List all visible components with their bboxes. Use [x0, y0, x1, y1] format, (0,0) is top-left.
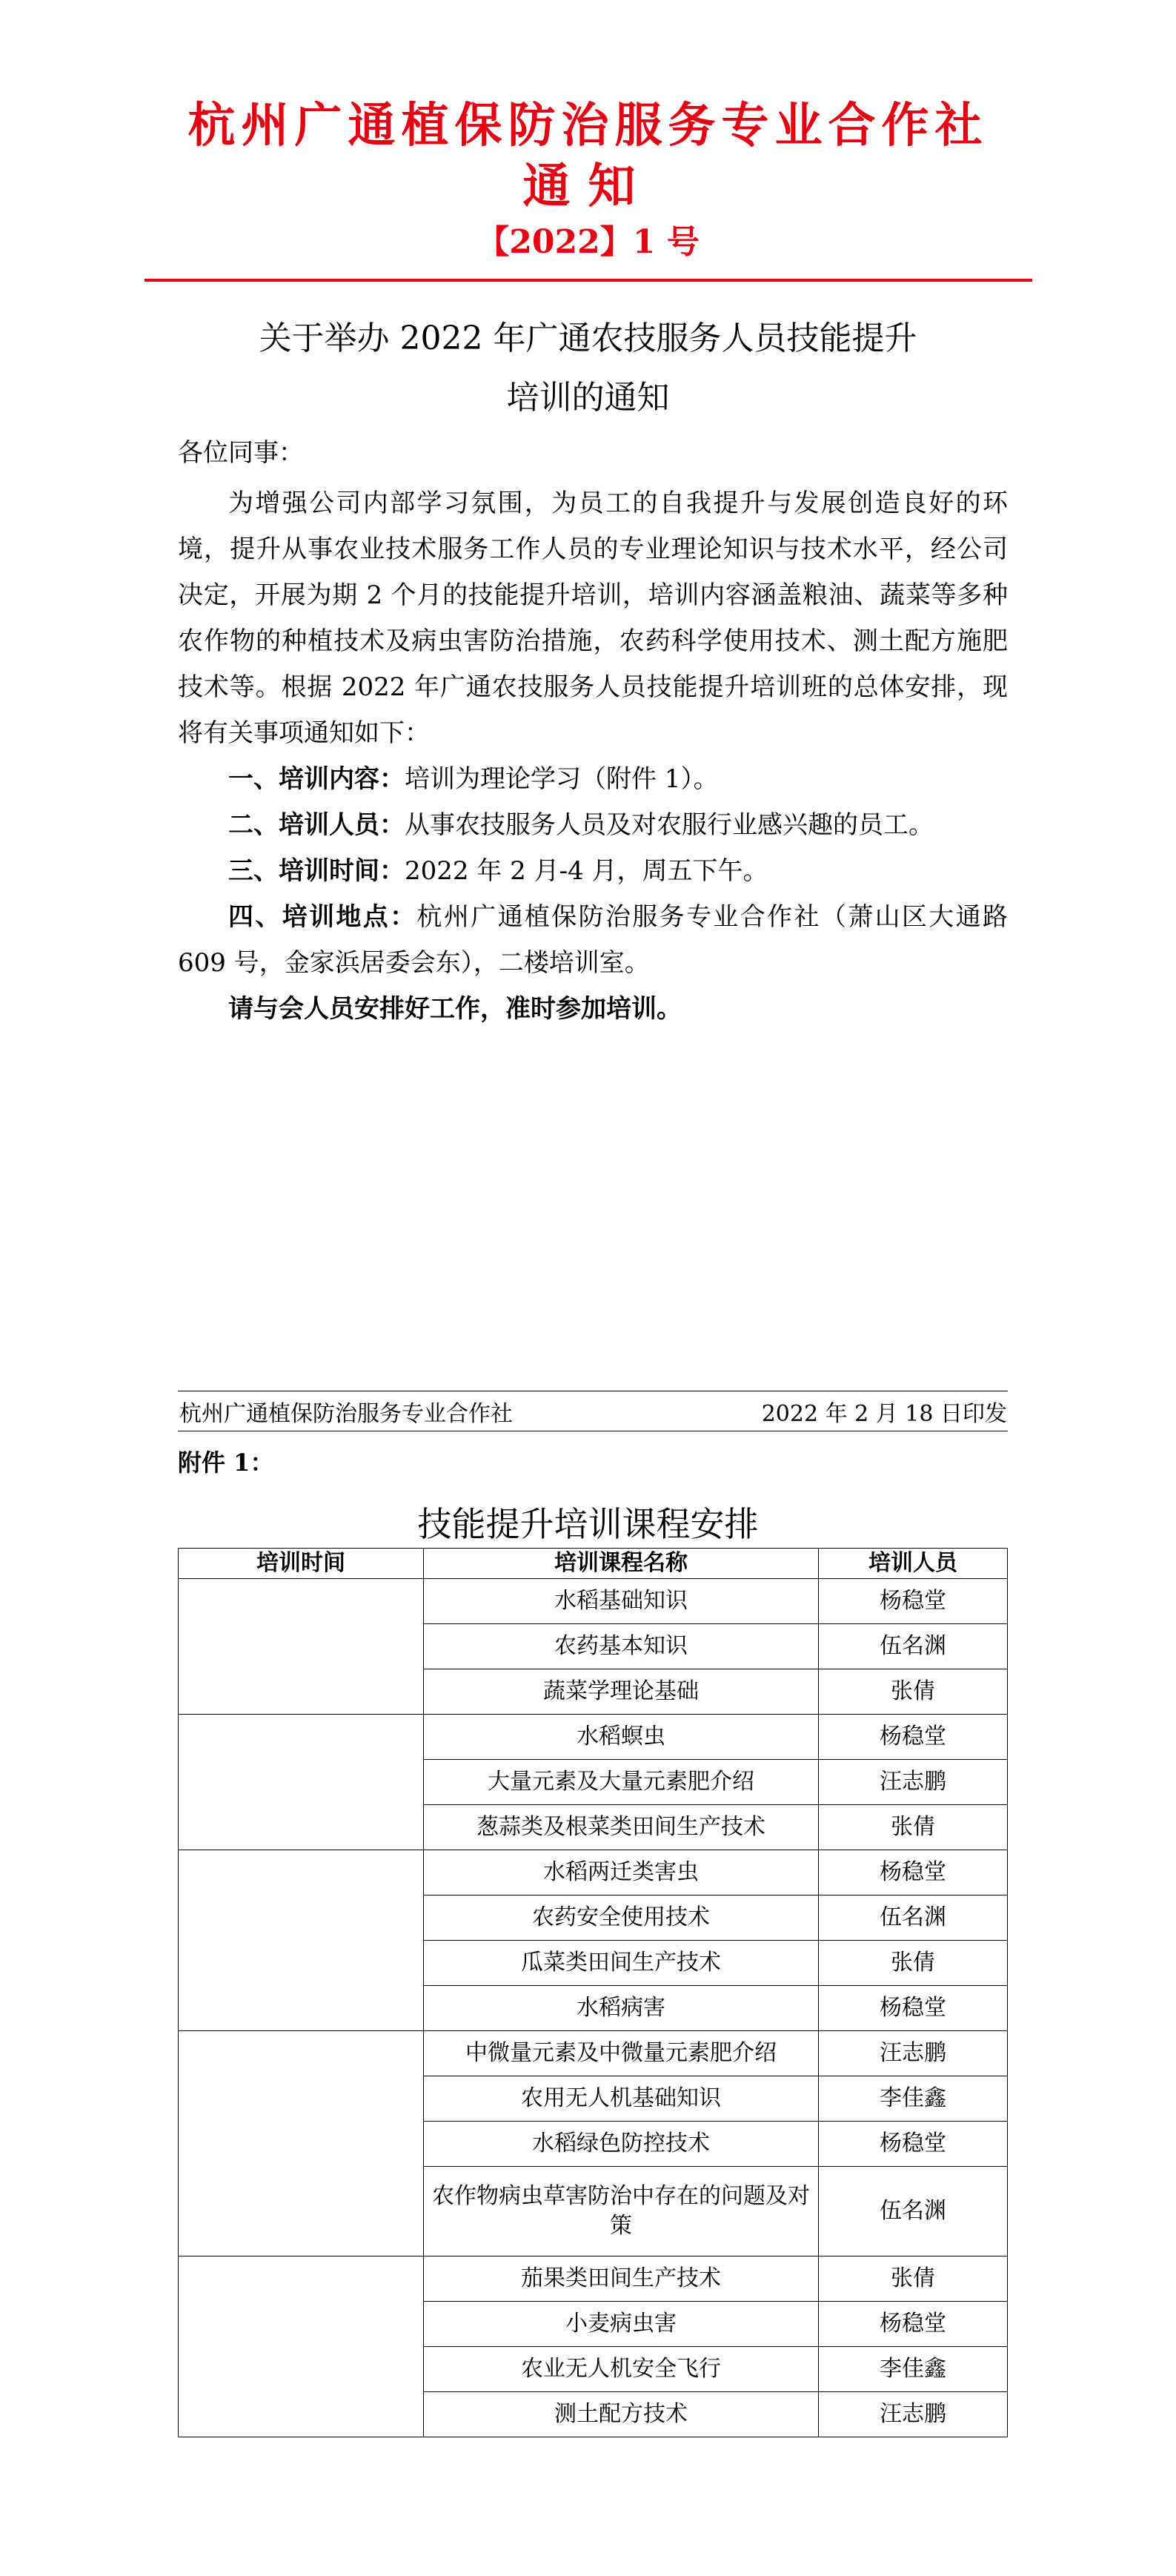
schedule-table [178, 1548, 1008, 2437]
column-header-time: 培训时间 [179, 1549, 424, 1579]
item-content-label: 一、培训内容： [228, 764, 405, 794]
trainer-cell: 李佳鑫 [819, 2076, 1008, 2122]
notice-heading: 通知 [522, 159, 654, 214]
item-participants [178, 802, 1008, 848]
item-location-text: 杭州广通植保防治服务专业合作社（萧山区大通路 609 号，金家浜居委会东），二楼培训室。 [178, 902, 1008, 978]
session-time-cell [179, 2257, 424, 2437]
red-divider [144, 279, 1032, 282]
trainer-cell: 汪志鹏 [819, 2392, 1008, 2437]
trainer-cell: 杨稳堂 [819, 2302, 1008, 2347]
salutation: 各位同事： [178, 438, 304, 468]
item-participants-text: 从事农技服务人员及对农服行业感兴趣的员工。 [405, 810, 934, 840]
trainer-cell: 汪志鹏 [819, 2031, 1008, 2076]
trainer-cell: 张倩 [819, 1805, 1008, 1850]
table-row [179, 1850, 1008, 1895]
trainer-cell: 杨稳堂 [819, 2122, 1008, 2167]
course-cell: 葱蒜类及根菜类田间生产技术 [424, 1805, 819, 1850]
course-cell: 水稻两迁类害虫 [424, 1850, 819, 1895]
footer-issuer: 杭州广通植保防治服务专业合作社 [179, 1401, 513, 1427]
table-row [179, 1715, 1008, 1760]
course-cell: 小麦病虫害 [424, 2302, 819, 2347]
trainer-cell: 伍名渊 [819, 1895, 1008, 1941]
course-cell: 农药基本知识 [424, 1624, 819, 1669]
course-cell: 水稻螟虫 [424, 1715, 819, 1760]
session-time-cell [179, 1715, 424, 1850]
trainer-cell: 杨稳堂 [819, 1850, 1008, 1895]
notice-body [178, 430, 1008, 1032]
course-cell: 瓜菜类田间生产技术 [424, 1941, 819, 1986]
schedule-title: 技能提升培训课程安排 [417, 1504, 759, 1544]
trainer-cell: 李佳鑫 [819, 2347, 1008, 2392]
item-time-text: 2022 年 2 月-4 月，周五下午。 [405, 856, 768, 886]
table-row [179, 2031, 1008, 2076]
document-number: 【2022】1 号 [476, 223, 700, 261]
item-location [178, 894, 1008, 986]
course-cell: 水稻基础知识 [424, 1579, 819, 1624]
trainer-cell: 张倩 [819, 1669, 1008, 1715]
table-header-row [179, 1549, 1008, 1579]
session-time-cell [179, 1579, 424, 1715]
course-cell: 中微量元素及中微量元素肥介绍 [424, 2031, 819, 2076]
course-cell: 农作物病虫草害防治中存在的问题及对策 [424, 2167, 819, 2257]
course-cell: 测土配方技术 [424, 2392, 819, 2437]
course-cell: 水稻绿色防控技术 [424, 2122, 819, 2167]
organization-title: 杭州广通植保防治服务专业合作社 [187, 99, 989, 153]
trainer-cell: 张倩 [819, 1941, 1008, 1986]
column-header-course: 培训课程名称 [424, 1549, 819, 1579]
trainer-cell: 杨稳堂 [819, 1715, 1008, 1760]
footer-issue-date: 2022 年 2 月 18 日印发 [761, 1401, 1007, 1427]
trainer-cell: 杨稳堂 [819, 1986, 1008, 2031]
course-cell: 农用无人机基础知识 [424, 2076, 819, 2122]
trainer-cell: 伍名渊 [819, 1624, 1008, 1669]
item-time-label: 三、培训时间： [228, 856, 405, 886]
course-cell: 大量元素及大量元素肥介绍 [424, 1760, 819, 1805]
course-cell: 水稻病害 [424, 1986, 819, 2031]
item-content [178, 756, 1008, 802]
subject-line-2: 培训的通知 [506, 379, 670, 417]
item-content-text: 培训为理论学习（附件 1）。 [405, 764, 719, 794]
table-row [179, 1579, 1008, 1624]
trainer-cell: 张倩 [819, 2257, 1008, 2302]
attachment-label: 附件 1： [178, 1448, 274, 1477]
course-cell: 蔬菜学理论基础 [424, 1669, 819, 1715]
trainer-cell: 杨稳堂 [819, 1579, 1008, 1624]
intro-paragraph: 为增强公司内部学习氛围，为员工的自我提升与发展创造良好的环境，提升从事农业技术服务工作人员的专业理论知识与技术水平，经公司决定，开展为期 2 个月的技能提升培训，培训内容涵盖粮油、蔬菜等多种农作物的种植技术及病虫害防治措施，农药科学使用技术、测土配方施肥技术等。根据 2022 年广通农技服务人员技能提升培训班的总体安排，现将有关事项通知如下： [178, 489, 1008, 748]
item-time [178, 848, 1008, 894]
course-cell: 农药安全使用技术 [424, 1895, 819, 1941]
subject-line-1: 关于举办 2022 年广通农技服务人员技能提升 [259, 319, 917, 357]
trainer-cell: 汪志鹏 [819, 1760, 1008, 1805]
item-participants-label: 二、培训人员： [228, 810, 405, 840]
column-header-trainer: 培训人员 [819, 1549, 1008, 1579]
course-cell: 农业无人机安全飞行 [424, 2347, 819, 2392]
item-location-label: 四、培训地点： [228, 902, 417, 932]
session-time-cell [179, 2031, 424, 2257]
course-cell: 茄果类田间生产技术 [424, 2257, 819, 2302]
table-row [179, 2257, 1008, 2302]
session-time-cell [179, 1850, 424, 2031]
closing-line: 请与会人员安排好工作，准时参加培训。 [228, 994, 682, 1024]
trainer-cell: 伍名渊 [819, 2167, 1008, 2257]
